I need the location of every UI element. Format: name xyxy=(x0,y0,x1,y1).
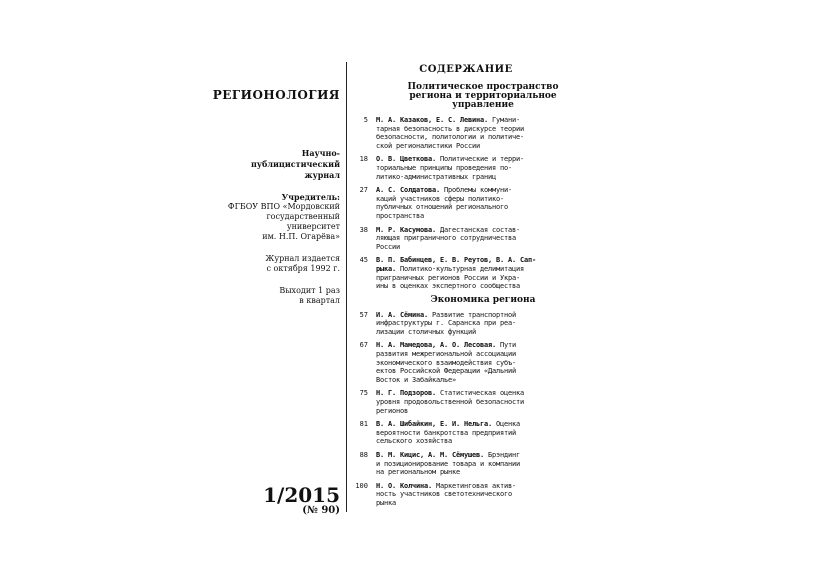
entry-title-line: регионов xyxy=(376,406,408,415)
founder-line: ФГБОУ ВПО «Мордовский xyxy=(227,202,340,211)
toc-entry[interactable] xyxy=(352,311,580,337)
entry-title-line: пространства xyxy=(376,211,424,220)
entry-authors: И. А. Сёмина. xyxy=(376,310,428,319)
entry-title-line: Гумани- xyxy=(491,116,520,124)
toc-entry[interactable] xyxy=(352,116,580,150)
toc-entry[interactable] xyxy=(352,226,580,252)
journal-subtitle xyxy=(230,148,340,181)
section-title xyxy=(386,83,580,110)
entry-title-line: вероятности банкротства предприятий xyxy=(376,428,516,437)
entry-title-line: Проблемы коммуни- xyxy=(443,186,512,195)
page-number: 100 xyxy=(355,481,368,490)
entry-title-line: лизации столичных функций xyxy=(376,327,476,336)
entry-title-line: ектов Российской Федерации «Дальний xyxy=(376,367,516,376)
entry-title-line: и позиционирование товара и компании xyxy=(376,459,520,468)
page-number: 88 xyxy=(359,451,368,459)
section-title xyxy=(386,296,580,305)
page-number: 38 xyxy=(359,225,368,234)
entry-authors: В. А. Шибайкин, Е. И. Нельга. xyxy=(376,420,492,429)
section-title-line: Экономика региона xyxy=(430,294,536,305)
founder-line: университет xyxy=(286,222,340,231)
contents-title: СОДЕРЖАНИЕ xyxy=(419,64,513,75)
entry-title-line: сельского хозяйства xyxy=(376,437,452,446)
entry-title-line: каций участников сферы политико- xyxy=(376,194,504,203)
entry-title-line: развития межрегиональной ассоциации xyxy=(376,350,516,359)
founder-block xyxy=(210,192,340,242)
issue-total-number: (№ 90) xyxy=(302,505,340,516)
entry-authors: рыка. xyxy=(376,264,396,273)
entry-title-line: ской регионалистики России xyxy=(376,141,480,150)
page-number: 18 xyxy=(359,155,368,164)
since-line: с октября 1992 г. xyxy=(266,264,340,273)
entry-authors: М. Р. Касумова. xyxy=(376,225,436,234)
page-number: 27 xyxy=(359,186,368,195)
entry-title-line: Восток и Забайкалье» xyxy=(376,375,456,384)
publication-since xyxy=(220,254,340,274)
section-title-line: управление xyxy=(452,100,514,110)
publication-frequency xyxy=(220,286,340,306)
subtitle-line: Научно- xyxy=(301,148,340,158)
entry-title-line: безопасности, политологии и политиче- xyxy=(376,133,524,142)
toc-entry[interactable] xyxy=(352,155,580,181)
entry-title-line: Статистическая оценка xyxy=(439,389,524,398)
entry-title-line: Политико-культурная делимитация xyxy=(400,264,524,273)
entry-title-line: Оценка xyxy=(495,420,520,429)
entry-title-line: тарная безопасность в дискурсе теории xyxy=(376,124,524,133)
since-line: Журнал издается xyxy=(265,254,340,263)
toc-entry[interactable] xyxy=(352,256,580,290)
page-number: 5 xyxy=(363,116,368,124)
toc-entry[interactable] xyxy=(352,389,580,415)
column-divider xyxy=(346,62,347,512)
entry-title-line: Маркетинговая актив- xyxy=(435,481,516,490)
issue-number: 1/2015 xyxy=(263,483,340,507)
entry-title-line: на региональном рынке xyxy=(376,468,460,477)
entry-authors: М. А. Казаков, Е. С. Левина. xyxy=(376,116,488,124)
toc-entry[interactable] xyxy=(352,341,580,384)
entry-title-line: Дагестанская состав- xyxy=(439,225,520,234)
entry-title-line: России xyxy=(376,242,400,251)
entry-authors: О. В. Цветкова. xyxy=(376,155,436,164)
toc-entry[interactable] xyxy=(352,420,580,446)
toc-entry[interactable] xyxy=(352,451,580,477)
toc-entry[interactable] xyxy=(352,186,580,220)
page-number: 57 xyxy=(359,310,368,319)
page-number: 45 xyxy=(359,256,368,265)
entry-title-line: Развитие транспортной xyxy=(431,310,516,319)
entry-authors: Н. А. Мамедова, А. О. Лесовая. xyxy=(376,341,496,350)
entry-title-line: Политические и терри- xyxy=(439,155,524,164)
entry-title-line: экономического взаимодействия субъ- xyxy=(376,358,516,367)
entry-title-line: Брэндинг xyxy=(487,451,520,459)
entry-title-line: литико-административных границ xyxy=(376,172,496,181)
founder-line: им. Н.П. Огарёва» xyxy=(262,232,340,241)
page-number: 75 xyxy=(359,389,368,398)
page-number: 67 xyxy=(359,341,368,350)
page-number: 81 xyxy=(359,420,368,429)
entry-title-line: Пути xyxy=(499,341,516,350)
subtitle-line: журнал xyxy=(304,170,340,180)
entry-title-line: уровня продовольственной безопасности xyxy=(376,398,524,407)
entry-title-line: инфраструктуры г. Саранска при реа- xyxy=(376,319,516,328)
section-title-line: региона и территориальное xyxy=(409,91,557,101)
entry-title-line: публичных отношений регионального xyxy=(376,203,508,212)
entry-authors: Н. О. Колчина. xyxy=(376,481,432,490)
journal-title: РЕГИОНОЛОГИЯ xyxy=(212,88,340,102)
entry-title-line: рынка xyxy=(376,498,396,507)
toc-entry[interactable] xyxy=(352,482,580,508)
founder-line: государственный xyxy=(266,212,340,221)
entry-authors: В. П. Бабинцев, Е. В. Реутов, В. А. Сап- xyxy=(376,256,536,265)
section-title-line: Политическое пространство xyxy=(407,82,559,92)
subtitle-line: публицистический xyxy=(251,159,340,169)
entry-title-line: ториальные принципы проведения по- xyxy=(376,163,512,172)
table-of-contents xyxy=(352,62,580,513)
freq-line: Выходит 1 раз xyxy=(279,286,340,295)
entry-authors: В. М. Кицис, А. М. Сёмушев. xyxy=(376,451,484,459)
entry-authors: А. С. Солдатова. xyxy=(376,186,440,195)
freq-line: в квартал xyxy=(299,296,340,305)
entry-title-line: приграничных регионов России и Укра- xyxy=(376,273,520,282)
founder-label: Учредитель: xyxy=(281,192,340,202)
entry-authors: Н. Г. Подзоров. xyxy=(376,389,436,398)
entry-title-line: ность участников светотехнического xyxy=(376,490,512,499)
entry-title-line: ляющая приграничного сотрудничества xyxy=(376,234,516,243)
entry-title-line: ины в оценках экспертного сообщества xyxy=(376,282,520,291)
